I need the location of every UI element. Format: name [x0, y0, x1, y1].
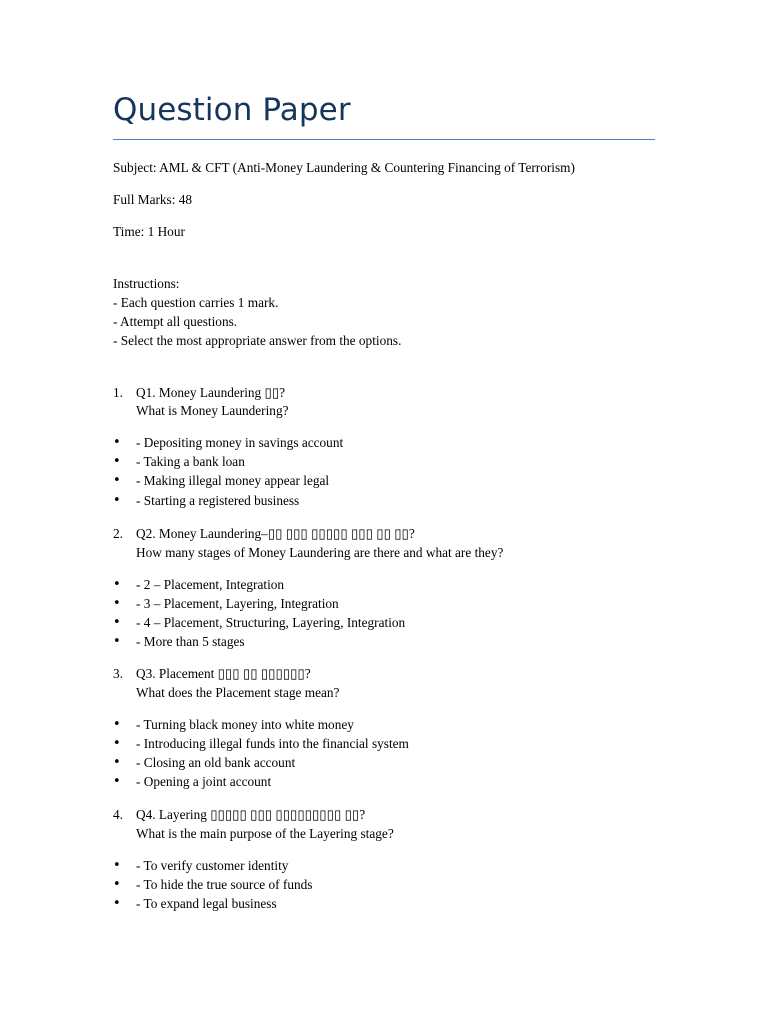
- question-number: 2.: [113, 526, 123, 541]
- bullet-icon: •: [113, 634, 121, 649]
- question-number: 3.: [113, 666, 123, 681]
- question-text: Q3. Placement ▯▯▯ ▯▯ ▯▯▯▯▯▯?: [136, 666, 311, 681]
- question-translation: How many stages of Money Laundering are there and what are they?: [136, 545, 504, 560]
- full-marks-line: Full Marks: 48: [113, 192, 193, 207]
- option-text: - Opening a joint account: [136, 774, 272, 789]
- option-text: - Introducing illegal funds into the financial system: [136, 736, 409, 751]
- question-text: Q1. Money Laundering ▯▯?: [136, 385, 286, 400]
- bullet-icon: •: [113, 858, 121, 873]
- option-text: - To expand legal business: [136, 896, 277, 911]
- question-text: Q4. Layering ▯▯▯▯▯ ▯▯▯ ▯▯▯▯▯▯▯▯▯ ▯▯?: [136, 807, 366, 822]
- instruction-item: - Select the most appropriate answer from the options.: [113, 333, 402, 348]
- bullet-icon: •: [113, 717, 121, 732]
- bullet-icon: •: [113, 435, 121, 450]
- bullet-icon: •: [113, 596, 121, 611]
- question-translation: What does the Placement stage mean?: [136, 685, 340, 700]
- option-text: - Depositing money in savings account: [136, 435, 344, 450]
- bullet-icon: •: [113, 493, 121, 508]
- bullet-icon: •: [113, 877, 121, 892]
- time-line: Time: 1 Hour: [113, 224, 185, 239]
- bullet-icon: •: [113, 774, 121, 789]
- option-text: - Turning black money into white money: [136, 717, 354, 732]
- title-underline: [113, 139, 655, 140]
- question-text: Q2. Money Laundering–▯▯ ▯▯▯ ▯▯▯▯▯ ▯▯▯ ▯▯ ▯▯?: [136, 526, 415, 541]
- page-title: Question Paper: [113, 92, 351, 128]
- option-text: - To hide the true source of funds: [136, 877, 313, 892]
- option-text: - More than 5 stages: [136, 634, 245, 649]
- instruction-item: - Attempt all questions.: [113, 314, 238, 329]
- bullet-icon: •: [113, 577, 121, 592]
- option-text: - Taking a bank loan: [136, 454, 245, 469]
- instructions-heading: Instructions:: [113, 276, 180, 291]
- bullet-icon: •: [113, 454, 121, 469]
- question-translation: What is Money Laundering?: [136, 403, 289, 418]
- bullet-icon: •: [113, 473, 121, 488]
- bullet-icon: •: [113, 615, 121, 630]
- instruction-item: - Each question carries 1 mark.: [113, 295, 279, 310]
- option-text: - Starting a registered business: [136, 493, 300, 508]
- option-text: - 3 – Placement, Layering, Integration: [136, 596, 339, 611]
- option-text: - Making illegal money appear legal: [136, 473, 330, 488]
- bullet-icon: •: [113, 736, 121, 751]
- question-number: 1.: [113, 385, 123, 400]
- option-text: - 2 – Placement, Integration: [136, 577, 285, 592]
- question-number: 4.: [113, 807, 123, 822]
- bullet-icon: •: [113, 896, 121, 911]
- bullet-icon: •: [113, 755, 121, 770]
- subject-line: Subject: AML & CFT (Anti-Money Laundering & Countering Financing of Terrorism): [113, 160, 575, 175]
- option-text: - To verify customer identity: [136, 858, 289, 873]
- option-text: - 4 – Placement, Structuring, Layering, Integration: [136, 615, 406, 630]
- option-text: - Closing an old bank account: [136, 755, 296, 770]
- question-translation: What is the main purpose of the Layering stage?: [136, 826, 394, 841]
